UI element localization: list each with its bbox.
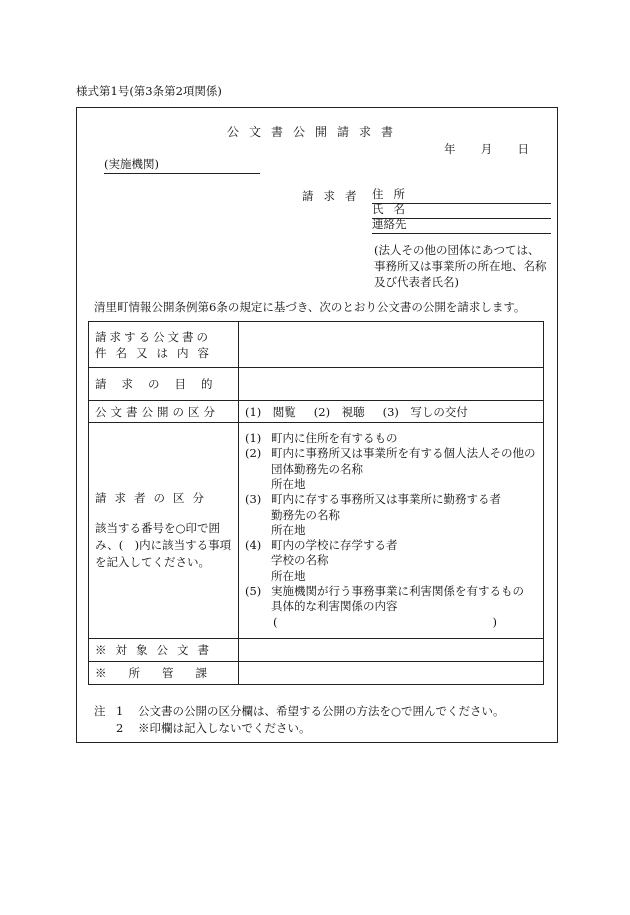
address-label: 住所 [372, 187, 415, 201]
note-line: (法人その他の団体にあつては、 [374, 243, 540, 257]
name-label: 氏名 [372, 202, 415, 216]
category-number [245, 553, 271, 568]
doc-name-input[interactable] [239, 322, 544, 368]
table-row [89, 639, 544, 662]
table-row [89, 662, 544, 685]
category-text: 学校の名称 [271, 553, 329, 568]
category-item [245, 462, 537, 477]
category-number: (3) [245, 492, 262, 507]
category-number [245, 477, 271, 492]
date-line [444, 141, 529, 157]
category-item[interactable] [245, 446, 537, 461]
option-listen[interactable]: (2) 視聴 [313, 404, 365, 419]
category-item [245, 599, 537, 614]
category-text: 実施機関が行う事務事業に利害関係を有するもの [271, 584, 524, 599]
category-item[interactable] [245, 492, 537, 507]
category-text: 所在地 [271, 568, 306, 583]
category-text: 町内に住所を有するもの [271, 431, 398, 446]
category-item [245, 477, 537, 492]
footnotes [94, 703, 505, 737]
requester-note [374, 242, 547, 290]
category-item[interactable] [245, 538, 537, 553]
category-instruction: 該当する番号を○印で囲み、( )内に該当する事項を記入してください。 [95, 521, 232, 569]
category-text: 具体的な利害関係の内容 [271, 599, 398, 614]
note-line: 事務所又は事業所の所在地、名称 [374, 259, 547, 273]
category-number: (1) [245, 431, 262, 446]
footnote-text: 公文書の公開の区分欄は、希望する公開の方法を○で囲んでください。 [138, 704, 505, 718]
category-item[interactable] [245, 584, 537, 599]
category-label: 請求者の区分 [95, 491, 212, 505]
form-id: 様式第1号(第3条第2項関係) [76, 84, 222, 98]
note-line: 及び代表者氏名) [374, 275, 459, 289]
footnote-text: ※印欄は記入しないでください。 [138, 721, 311, 735]
footnote-row [94, 703, 505, 720]
category-item [245, 553, 537, 568]
category-item [245, 569, 537, 584]
category-number [245, 508, 271, 523]
category-label-cell [89, 423, 239, 639]
category-text: 所在地 [271, 476, 306, 491]
category-number: (2) [245, 446, 262, 461]
option-view[interactable]: (1) 閲覧 [245, 404, 296, 419]
category-text: 勤務先の名称 [271, 507, 340, 522]
table-row [89, 322, 544, 368]
category-item [245, 508, 537, 523]
category-number [245, 462, 271, 477]
table-row [89, 368, 544, 401]
footnote-row [94, 720, 505, 737]
purpose-input[interactable] [239, 368, 544, 401]
category-number [245, 569, 271, 584]
agency-field: (実施機関) [104, 156, 260, 174]
requester-label: 請求者 [302, 189, 367, 203]
form-title: 公文書公開請求書 [226, 125, 403, 139]
category-item [245, 523, 537, 538]
doc-name-label-line1: 請求する公文書の [95, 329, 211, 344]
request-table [88, 321, 544, 685]
paren-close: ) [492, 614, 497, 629]
category-item[interactable] [245, 431, 537, 446]
contact-label: 連絡先 [372, 217, 407, 231]
category-number [245, 523, 271, 538]
footnote-number: 1 [116, 704, 124, 718]
table-row [89, 401, 544, 423]
doc-name-label [89, 322, 239, 368]
table-row [89, 423, 544, 639]
target-doc-label: ※対象公文書 [89, 639, 239, 662]
date-year: 年 [444, 142, 456, 156]
category-text: 町内に事務所又は事業所を有する個人法人その他の [271, 446, 536, 461]
footnote-head: 注 [94, 704, 106, 718]
category-text: 町内に存する事務所又は事業所に勤務する者 [271, 492, 501, 507]
date-month: 月 [480, 142, 493, 156]
category-text: 団体勤務先の名称 [271, 461, 363, 476]
doc-name-label-line2: 件名又は内容 [95, 345, 218, 360]
category-number [245, 599, 271, 614]
category-text: 町内の学校に存学する者 [271, 538, 398, 553]
category-text: 所在地 [271, 522, 306, 537]
target-doc-input[interactable] [239, 639, 544, 662]
footnote-number: 2 [116, 721, 124, 735]
category-number: (4) [245, 538, 262, 553]
date-day: 日 [517, 142, 529, 156]
detail-input[interactable] [245, 615, 537, 630]
disclosure-label: 公文書公開の区分 [89, 401, 239, 423]
intro-text: 清里町情報公開条例第6条の規定に基づき、次のとおり公文書の公開を請求します。 [94, 300, 526, 314]
disclosure-options [239, 401, 544, 423]
option-copy[interactable]: (3) 写しの交付 [382, 404, 468, 419]
category-number: (5) [245, 584, 262, 599]
purpose-label: 請求の目的 [89, 368, 239, 401]
requester-contact-field [372, 216, 551, 234]
category-list [239, 423, 544, 639]
dept-label: ※所管課 [89, 662, 239, 685]
paren-open: ( [273, 614, 278, 629]
dept-input[interactable] [239, 662, 544, 685]
